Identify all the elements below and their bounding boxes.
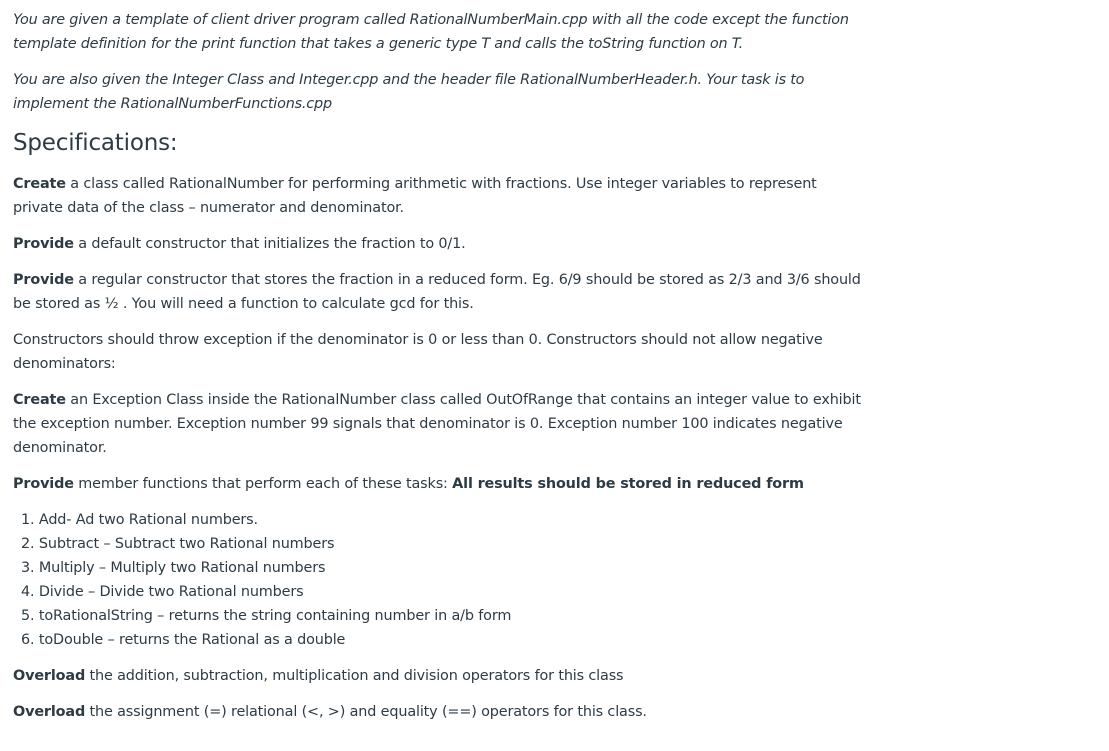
overload-relational-text: the assignment (=) relational (<, >) and equality (==) operators for this class. [85, 704, 647, 720]
regular-constructor-paragraph [13, 268, 863, 316]
create-lead: Create [13, 176, 66, 192]
default-constructor-text: a default constructor that initializes the fraction to 0/1. [73, 236, 466, 252]
provide-lead: Provide [13, 236, 74, 252]
list-item [21, 580, 863, 604]
overload-arithmetic-paragraph [13, 664, 863, 688]
overload-lead: Overload [13, 704, 86, 720]
list-item-number: 4 . [21, 584, 39, 600]
task-list [13, 508, 863, 652]
provide-lead: Provide [13, 272, 74, 288]
intro-paragraph-1: You are given a template of client driver program called RationalNumberMain.cpp with all the code except the function template definition for the print function that takes a generic type T and calls the toString function on T. [13, 12, 849, 52]
list-item-number: 6 . [21, 632, 39, 648]
overload-arithmetic-text: the addition, subtraction, multiplication and division operators for this class [85, 668, 624, 684]
list-item-text: Divide – Divide two Rational numbers [38, 584, 304, 600]
member-functions-text: member functions that perform each of these tasks: [73, 476, 453, 492]
list-item [21, 532, 863, 556]
create-class-paragraph [13, 172, 863, 220]
list-item-text: Multiply – Multiply two Rational numbers [38, 560, 326, 576]
overload-relational-paragraph [13, 700, 863, 724]
reduced-form-emphasis: All results should be stored in reduced form [452, 476, 804, 492]
list-item-text: toDouble – returns the Rational as a double [38, 632, 346, 648]
list-item-number: 2 . [21, 536, 39, 552]
overload-lead: Overload [13, 668, 86, 684]
create-class-text: a class called RationalNumber for performing arithmetic with fractions. Use integer variables to represent private data of the class – numerator and denominator. [13, 176, 817, 216]
list-item [21, 604, 863, 628]
list-item-text: Subtract – Subtract two Rational numbers [38, 536, 335, 552]
default-constructor-paragraph [13, 232, 863, 256]
list-item-number: 1 . [21, 512, 39, 528]
provide-lead: Provide [13, 476, 74, 492]
member-functions-paragraph [13, 472, 863, 496]
intro-paragraph-2: You are also given the Integer Class and Integer.cpp and the header file RationalNumberHeader.h. Your task is to implement the RationalNumberFunctions.cpp [13, 72, 805, 112]
create-lead: Create [13, 392, 66, 408]
list-item-text: Add- Ad two Rational numbers. [38, 512, 258, 528]
list-item-number: 5 . [21, 608, 39, 624]
list-item [21, 556, 863, 580]
exception-class-text: an Exception Class inside the RationalNumber class called OutOfRange that contains an integer value to exhibit the exception number. Exception number 99 signals that denominator is 0. Exception number 100 indicates negative denominator. [13, 392, 861, 456]
list-item [21, 628, 863, 652]
exception-class-paragraph [13, 388, 863, 460]
constructor-exception-paragraph: Constructors should throw exception if the denominator is 0 or less than 0. Constructors should not allow negative denominators: [13, 332, 823, 372]
list-item-text: toRationalString – returns the string containing number in a/b form [38, 608, 512, 624]
list-item-number: 3 . [21, 560, 39, 576]
regular-constructor-text: a regular constructor that stores the fraction in a reduced form. Eg. 6/9 should be stored as 2/3 and 3/6 should be stored as ½ . You will need a function to calculate gcd for this. [13, 272, 861, 312]
specifications-heading: Specifications: [13, 130, 178, 156]
list-item [21, 508, 863, 532]
